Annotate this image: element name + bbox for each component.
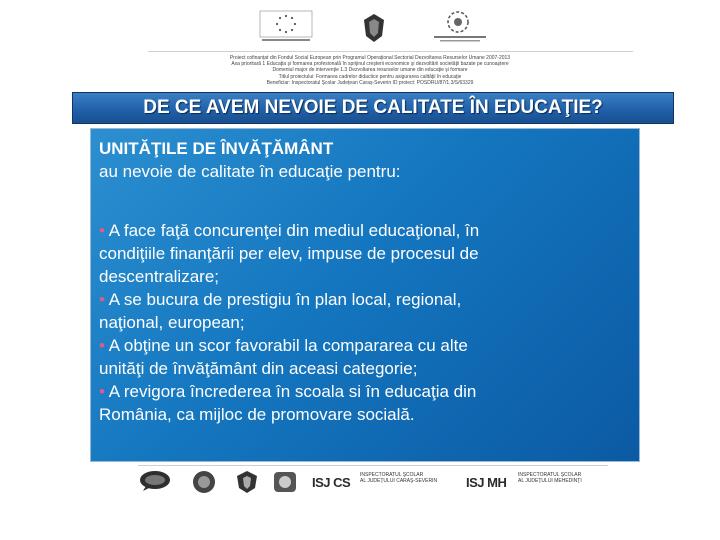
crest-logo: [236, 470, 258, 494]
bullet-item: [99, 219, 629, 288]
bullet-text: A se bucura de prestigiu în plan local, regional,: [108, 290, 462, 309]
bullet-text: naţional, european;: [99, 313, 245, 332]
bullet-text: descentralizare;: [99, 267, 220, 286]
bullet-item: [99, 380, 629, 426]
emblem-logo: [272, 470, 298, 494]
header-line: Proiect cofinanţat din Fondul Social European prin Programul Operaţional Sectorial Dezvoltarea Resurselor Umane 2007-2013: [229, 55, 511, 61]
bullet-mark: •: [99, 336, 105, 355]
slide-title-bar: [72, 92, 674, 124]
government-crest-logo: [362, 12, 386, 46]
bullet-mark: •: [99, 382, 105, 401]
bullet-text: A obţine un scor favorabil la compararea cu alte: [108, 336, 468, 355]
speech-bubble-logo: [138, 470, 172, 492]
bullet-text: unităţi de învăţământ din aceasi categorie;: [99, 359, 418, 378]
school-logo: [190, 470, 218, 494]
isj-mh-logo-text: ISJ MH: [466, 475, 507, 490]
bullet-mark: •: [99, 221, 105, 240]
isj-mh-subtitle-line: INSPECTORATUL ŞCOLAR: [518, 472, 582, 478]
isj-cs-subtitle-line: INSPECTORATUL ŞCOLAR: [360, 472, 424, 478]
bullet-text: condiţiile finanţării per elev, impuse de procesul de: [99, 244, 479, 263]
isj-cs-logo-text: ISJ CS: [312, 475, 351, 490]
header-line: Beneficiar: Inspectoratul Şcolar Judeţean Caraş-Severin ID proiect: POSDRU/87/1.3/S/63329: [266, 79, 474, 86]
program-logo: [430, 8, 490, 46]
bullet-item: [99, 334, 629, 380]
content-heading: UNITĂŢILE DE ÎNVĂŢĂMÂNT: [99, 139, 334, 158]
header-line: Axa prioritară 1 Educaţia şi formarea profesională în sprijinul creşterii economice şi dezvoltării societăţii bazate pe cunoaştere: [231, 61, 509, 68]
eu-flag-logo: [254, 9, 318, 45]
project-header: [150, 55, 590, 86]
isj-cs-subtitle: [360, 472, 437, 484]
bottom-logo-strip: [0, 466, 720, 496]
bullet-list: [99, 219, 629, 426]
bullet-text: A face faţă concurenţei din mediul educaţional, în: [108, 221, 480, 240]
header-line: Titlul proiectului: Formarea cadrelor didactice pentru asigurarea calităţii în educaţie: [278, 73, 462, 80]
top-logo-strip: [0, 0, 720, 50]
bullet-item: [99, 288, 629, 334]
content-subheading: au nevoie de calitate în educaţie pentru:: [99, 162, 401, 181]
bullet-mark: •: [99, 290, 105, 309]
top-divider: [148, 51, 633, 52]
isj-mh-subtitle: [518, 472, 582, 484]
bullet-text: A revigora încrederea în scoala si în educaţia din: [108, 382, 477, 401]
isj-cs-subtitle-line: AL JUDEŢULUI CARAŞ-SEVERIN: [360, 478, 438, 484]
bullet-text: România, ca mijloc de promovare socială.: [99, 405, 415, 424]
header-line: Domeniul major de intervenţie 1.3 Dezvoltarea resurselor umane din educaţie şi formare: [272, 67, 468, 74]
isj-mh-subtitle-line: AL JUDEŢULUI MEHEDINŢI: [518, 478, 582, 484]
content-panel: [90, 128, 640, 462]
slide-title: DE CE AVEM NEVOIE DE CALITATE ÎN EDUCAŢIE?: [143, 97, 603, 118]
